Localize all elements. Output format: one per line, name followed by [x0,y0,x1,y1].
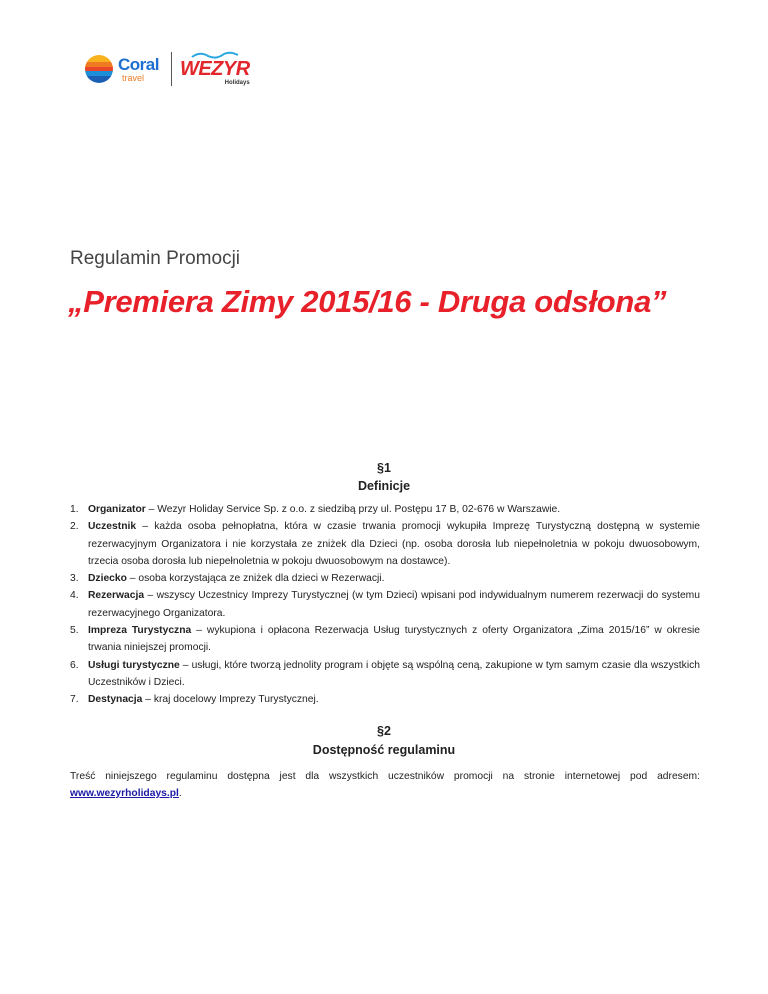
definition-term: Impreza Turystyczna [88,625,192,637]
list-item [70,657,700,692]
definition-term: Destynacja [88,694,143,706]
definition-term: Rezerwacja [88,590,145,602]
section2-paragraph [70,768,700,802]
definition-text: – każda osoba pełnopłatna, która w czasie trwania promocji wykupiła Imprezę Turystyczną dostępną w systemie rezerwacyjnym Organizatora i nie korzystała ze zniżek dla Dzieci (np. osoba dorosła lub niepełnoletnia w pokoju dwuosobowym, trzecia osoba dorosła lub niepełnoletnia w pokoju dwuosobowym na dostawce). [88,521,700,567]
coral-sub: travel [122,72,145,83]
section2-after-link: . [178,788,182,799]
item-number: 5. [70,625,79,637]
definition-text: – kraj docelowy Imprezy Turystycznej. [142,694,319,706]
document-label: Regulamin Promocji [70,248,241,269]
wezyr-wordmark [180,53,250,86]
list-item [70,570,700,587]
item-number: 3. [70,573,79,585]
definition-text: – Wezyr Holiday Service Sp. z o.o. z siedzibą przy ul. Postępu 17 B, 02-676 w Warszawie. [145,504,561,515]
list-item [70,622,700,657]
section2-title: Dostępność regulaminu [312,743,456,757]
item-number: 4. [70,590,79,602]
definition-text: – osoba korzystająca ze zniżek dla dzieci w Rezerwacji. [126,573,385,585]
wezyr-sub: Holidays [224,79,250,86]
definition-term: Organizator [88,504,146,515]
coral-ball-icon [84,54,114,84]
list-item [70,518,700,570]
definition-term: Uczestnik [88,521,137,533]
coral-wordmark [118,56,159,83]
item-number: 6. [70,659,79,671]
definition-text: – wykupiona i opłacona Rezerwacja Usług turystycznych z oferty Organizatora „Zima 2015/16” w okresie trwania niniejszej promocji. [88,625,700,654]
definition-text: – wszyscy Uczestnicy Imprezy Turystycznej (w tym Dzieci) wpisani pod indywidualnym numerem rezerwacji do systemu rezerwacyjnego Organizatora. [88,590,700,619]
section1-title: Definicje [357,479,411,493]
list-item [70,691,700,708]
section1-number: §1 [377,461,391,475]
list-item [70,501,700,518]
item-number: 7. [70,694,79,706]
list-item [70,587,700,622]
document-title: „Premiera Zimy 2015/16 - Druga odsłona” [68,284,667,319]
wezyr-name: WEZYR [179,57,250,80]
definitions-list [70,501,700,709]
item-number: 1. [70,504,79,515]
section2-text: Treść niniejszego regulaminu dostępna jest dla wszystkich uczestników promocji na stronie internetowej pod adresem: [70,771,700,782]
definition-text: – usługi, które tworzą jednolity program i objęte są wspólną ceną, zakupione w tym samym czasie dla wszystkich Uczestników i Dzieci. [88,659,700,688]
definition-term: Usługi turystyczne [88,659,180,671]
item-number: 2. [70,521,79,533]
definition-term: Dziecko [88,573,127,585]
section2-number: §2 [377,724,391,738]
coral-name: Coral [118,54,159,74]
wave-icon [190,51,240,59]
website-link[interactable]: www.wezyrholidays.pl [70,788,179,799]
logo-divider [171,52,172,86]
brand-logo [84,52,250,86]
